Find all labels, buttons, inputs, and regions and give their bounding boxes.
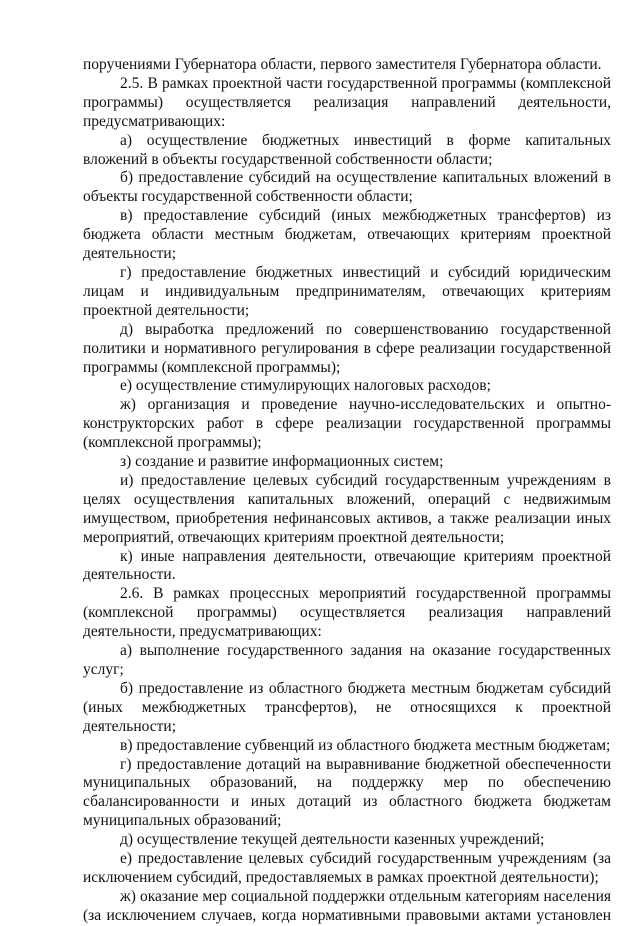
paragraph-2-5-i: и) предоставление целевых субсидий государственным учреждениям в целях осуществления капитальных вложений, операций с недвижимым имуществом, приобретения нефинансовых активов, а также реализации иных мероприятий, отвечающих критериям проектной деятельности;: [83, 471, 611, 546]
paragraph-2-5-d: д) выработка предложений по совершенствованию государственной политики и нормативного регулирования в сфере реализации государственной программы (комплексной программы);: [83, 320, 611, 376]
paragraph-2-5-zh: ж) организация и проведение научно-исследовательских и опытно-конструкторских работ в сфере реализации государственной программы (комплексной программы);: [83, 396, 611, 452]
paragraph-2-5-g: г) предоставление бюджетных инвестиций и субсидий юридическим лицам и индивидуальным предпринимателям, отвечающих критериям проектной деятельности;: [83, 263, 611, 319]
paragraph-2-6-zh: ж) оказание мер социальной поддержки отдельным категориям населения (за исключением случаев, когда нормативными правовыми актами установлен: [83, 887, 611, 924]
paragraph-2-6-heading: 2.6. В рамках процессных мероприятий государственной программы (комплексной программы) осуществляется реализация направлений деятельности, предусматривающих:: [83, 585, 611, 641]
paragraph-2-6-b: б) предоставление из областного бюджета местным бюджетам субсидий (иных межбюджетных трансфертов), не относящихся к проектной деятельности;: [83, 679, 611, 735]
paragraph-2-6-g: г) предоставление дотаций на выравнивание бюджетной обеспеченности муниципальных образований, на поддержку мер по обеспечению сбалансированности и иных дотаций из областного бюджета бюджетам муниципальных образований;: [83, 755, 611, 830]
paragraph-2-5-a: а) осуществление бюджетных инвестиций в форме капитальных вложений в объекты государственной собственности области;: [83, 131, 611, 168]
document-page: [83, 56, 611, 926]
paragraph-2-5-e: е) осуществление стимулирующих налоговых расходов;: [120, 377, 491, 395]
paragraph-2-5-b: б) предоставление субсидий на осуществление капитальных вложений в объекты государственной собственности области;: [83, 169, 611, 206]
paragraph-2-6-d: д) осуществление текущей деятельности казенных учреждений;: [120, 831, 545, 849]
paragraph-continuation: поручениями Губернатора области, первого заместителя Губернатора области.: [83, 56, 602, 73]
paragraph-2-5-z: з) создание и развитие информационных систем;: [120, 453, 444, 471]
paragraph-2-5-v: в) предоставление субсидий (иных межбюджетных трансфертов) из бюджета области местным бюджетам, отвечающих критериям проектной деятельности;: [83, 207, 611, 263]
paragraph-2-6-e: е) предоставление целевых субсидий государственным учреждениям (за исключением субсидий, предоставляемых в рамках проектной деятельности);: [83, 850, 611, 886]
paragraph-2-6-a: а) выполнение государственного задания на оказание государственных услуг;: [83, 642, 611, 678]
paragraph-2-5-heading: 2.5. В рамках проектной части государственной программы (комплексной программы) осуществляется реализация направлений деятельности, предусматривающих:: [83, 74, 611, 130]
paragraph-2-6-v: в) предоставление субвенций из областного бюджета местным бюджетам;: [120, 736, 611, 754]
paragraph-2-5-k: к) иные направления деятельности, отвечающие критериям проектной деятельности.: [83, 547, 611, 584]
